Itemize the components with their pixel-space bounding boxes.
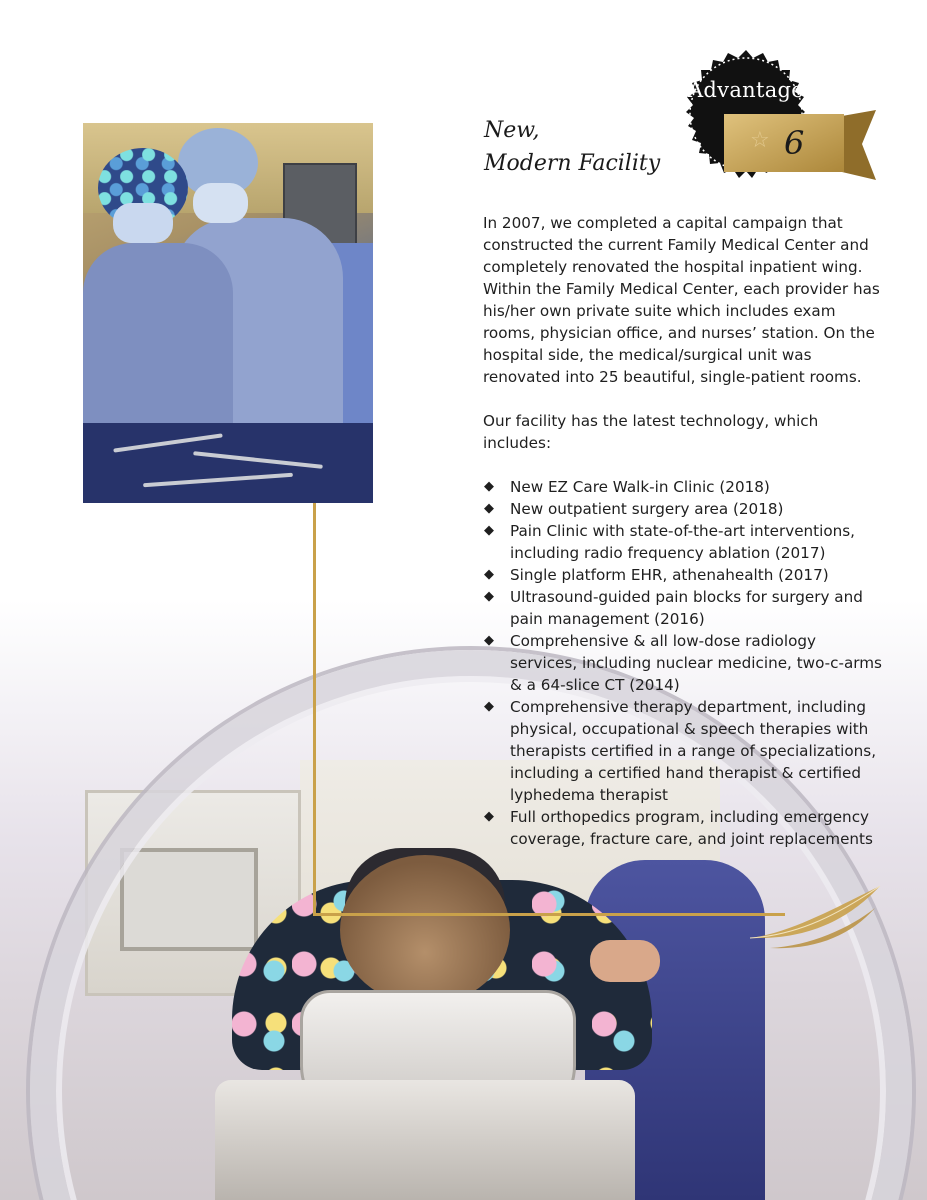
bullet-icon: ◆ <box>484 567 494 582</box>
surgical-mask <box>113 203 173 243</box>
gold-leaf-icon <box>740 878 890 958</box>
bullet-icon: ◆ <box>484 633 494 648</box>
bullet-icon: ◆ <box>484 699 494 714</box>
bullet-icon: ◆ <box>484 501 494 516</box>
page-title <box>484 114 660 180</box>
surgical-mask <box>193 183 248 223</box>
list-item: ◆ New outpatient surgery area (2018) <box>484 500 784 518</box>
title-line-1: New, <box>484 118 540 143</box>
instrument-tray <box>83 423 373 503</box>
title-line-2: Modern Facility <box>484 151 661 176</box>
list-item: ◆ Pain Clinic with state-of-the-art interventions, including radio frequency ablation (2017) <box>484 522 856 562</box>
technology-lead-in: Our facility has the latest technology, which includes: <box>483 412 819 452</box>
star-icon: ☆ <box>750 128 770 153</box>
intro-paragraph: In 2007, we completed a capital campaign that constructed the current Family Medical Center and completely renovated the hospital inpatient wing. Within the Family Medical Center, each provider has his/her own private suite which includes exam rooms, physician office, and nurses’ station. On the hospital side, the medical/surgical unit was renovated into 25 beautiful, single-patient rooms. <box>483 214 880 386</box>
gold-connector-vertical <box>313 503 316 916</box>
bullet-icon: ◆ <box>484 809 494 824</box>
advantage-badge <box>672 40 877 200</box>
list-item: ◆ Single platform EHR, athenahealth (2017) <box>484 566 829 584</box>
badge-number: 6 <box>784 124 805 162</box>
bullet-icon: ◆ <box>484 523 494 538</box>
body-text <box>483 212 883 850</box>
list-item: ◆ Comprehensive & all low-dose radiology services, including nuclear medicine, two-c-arms & a 64-slice CT (2014) <box>484 632 882 694</box>
list-item: ◆ Comprehensive therapy department, including physical, occupational & speech therapies with therapists certified in a range of specializations, including a certified hand therapist & certified lyphedema therapist <box>484 698 877 804</box>
technology-list <box>483 476 883 850</box>
bullet-icon: ◆ <box>484 589 494 604</box>
badge-word: Advantage <box>687 78 805 102</box>
list-item: ◆ Full orthopedics program, including emergency coverage, fracture care, and joint replacements <box>484 808 873 848</box>
bullet-icon: ◆ <box>484 479 494 494</box>
list-item: ◆ Ultrasound-guided pain blocks for surgery and pain management (2016) <box>484 588 863 628</box>
operating-room-photo <box>83 123 373 503</box>
list-item: ◆ New EZ Care Walk-in Clinic (2018) <box>484 478 770 496</box>
gold-connector-horizontal <box>313 913 785 916</box>
